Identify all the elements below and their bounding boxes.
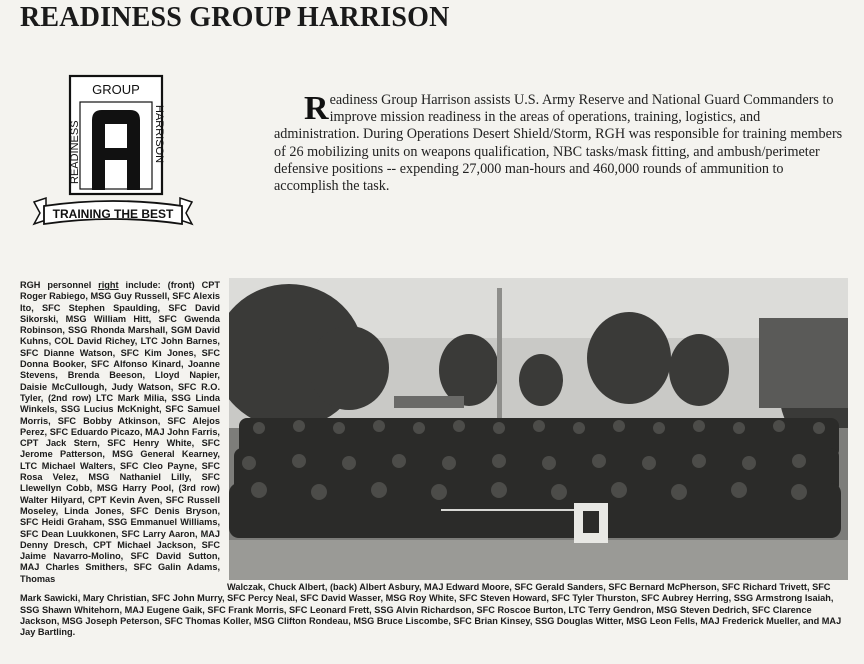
caption-lead: RGH personnel — [20, 280, 99, 290]
group-of-people — [229, 418, 841, 538]
logo-banner-text: TRAINING THE BEST — [52, 207, 174, 221]
logo-top-text: GROUP — [92, 82, 140, 97]
flagpole — [497, 288, 502, 428]
building — [759, 318, 848, 408]
logo-left-text: READINESS — [69, 120, 81, 184]
unit-insignia-logo — [28, 72, 198, 244]
personnel-caption-continued — [20, 582, 848, 638]
page-title: READINESS GROUP HARRISON — [20, 2, 450, 33]
vehicle-silhouette — [394, 396, 464, 408]
caption-bottom-text: Walczak, Chuck Albert, (back) Albert Asbury, MAJ Edward Moore, SFC Gerald Sanders, SFC Bernard McPherson, SFC Richard Trivett, SFC Mark Sawicki, Mary Christian, SFC John Murry, SFC Percy Neal, SFC David Wasser, MSG Roy White, SFC Steven Howard, SFC Tyler Thurston, SFC Aubrey Herring, SSG Armstrong Isaiah, SSG Shawn Whitehorn, MAJ Eugene Gaik, SFC Frank Morris, SFC Leonard Frett, SSG Alvin Richardson, SFC Roscoe Burton, LTC Terry Gendron, MSG Steven Dedrich, SFC Clarence Jackson, MSG Joseph Peterson, SFC Thomas Koller, MSG Clifton Rondeau, MSG Bruce Liscombe, SFC Brian Kinsey, SSG Douglas Witter, MSG Leon Fells, MAJ Frederick Mueller, and MAJ Jay Bartling. — [20, 582, 842, 638]
drop-cap: R — [304, 90, 329, 127]
caption-side-text: include: (front) CPT Roger Rabiego, MSG Guy Russell, SFC Alexis Ito, SFC Stephen Spaulding, SFC David Sikorski, MSG William Hitt, SFC Gwenda Robinson, SSG Rhonda Marshall, SGM David Kuhns, COL David Richey, LTC John Barnes, SFC Dianne Watson, SFC Kim Jones, SFC Donna Booker, SFC Alfonso Kinard, Joanne Stevens, Brenda Beeson, Lloyd Napier, Daisie McCullough, Judy Watson, SFC R.O. Tyler, (2nd row) LTC Mark Milia, SSG Linda Winkels, SSG Lucius McKnight, SFC Samuel Morris, SFC Bobby Atkinson, SFC Alejos Perez, SFC Eduardo Picazo, MAJ John Farris, CPT Jack Stern, SFC Henry White, SFC Jerome Patterson, MSG General Kearney, LTC Michael Walters, SFC Cleo Payne, SFC Rosa Velez, MSG Nathaniel Lilly, SFC Llewellyn Cobb, MSG Harry Pool, (3rd row) Walter Hilyard, CPT Kevin Aven, SFC Russell Moseley, Linda Jones, SFC Denis Bryson, SFC Heidi Graham, SSG Emmanuel Williams, SFC Dean Luukkonen, SFC Larry Aaron, MAJ Denny Dresch, CPT Michael Jackson, SFC Jaime Navarro-Molino, SFC David Sutton, MAJ Charles Smithers, SFC Galin Adams, Thomas — [20, 280, 220, 584]
grass-foreground — [229, 540, 848, 580]
caption-underlined-word: right — [98, 280, 119, 290]
group-photo — [229, 278, 848, 580]
personnel-caption — [20, 280, 220, 585]
intro-paragraph — [274, 92, 846, 195]
logo-right-text: HARRISON — [153, 105, 165, 164]
intro-text: eadiness Group Harrison assists U.S. Army Reserve and National Guard Commanders to improve mission readiness in the areas of operations, training, logistics, and administration. During Operations Desert Shield/Storm, RGH was responsible for training members of 26 mobilizing units on weapons qualification, NBC tasks/mask fitting, and ambush/perimeter defensive positions -- expending 27,000 man-hours and 460,000 rounds of ammunition to accomplish the task. — [274, 92, 843, 195]
